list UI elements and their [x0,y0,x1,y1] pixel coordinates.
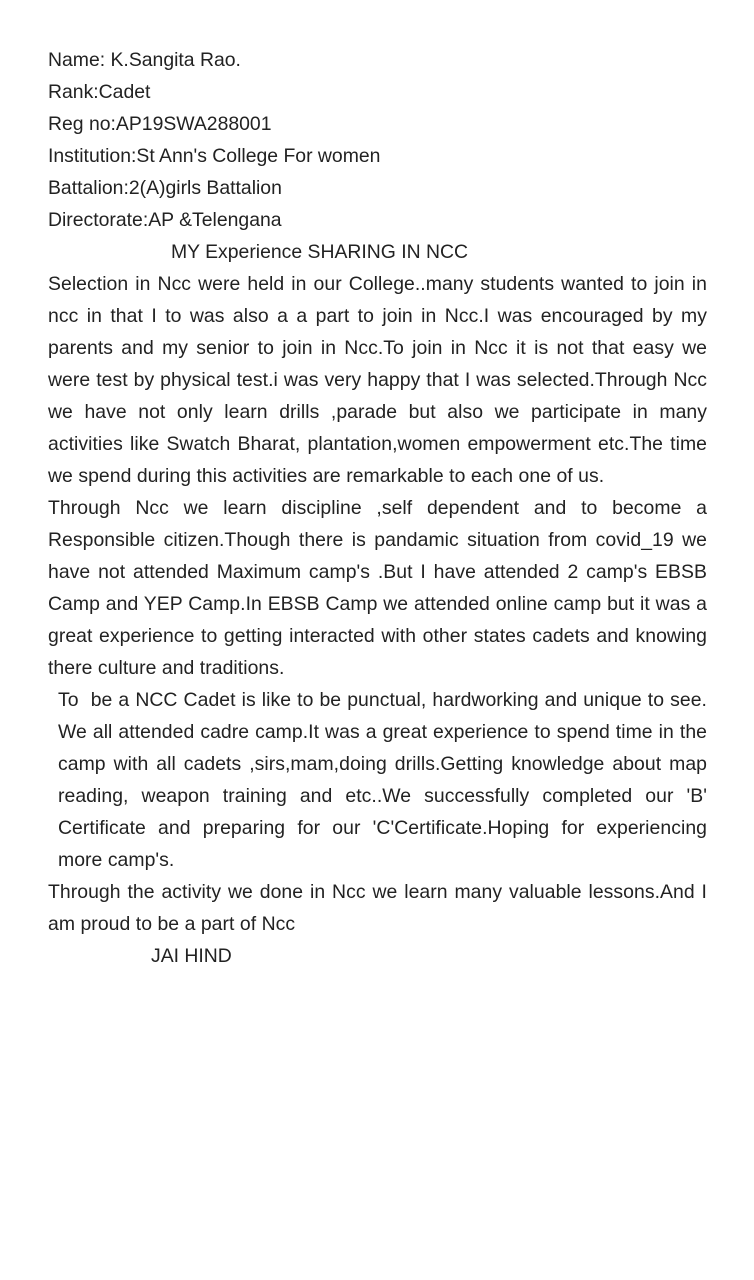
rank-line: Rank:Cadet [48,81,151,103]
document-title: MY Experience SHARING IN NCC [171,241,469,263]
document-body [48,44,713,972]
institution-line: Institution:St Ann's College For women [48,145,381,167]
directorate-line: Directorate:AP &Telengana [48,209,282,231]
signoff: JAI HIND [151,945,232,967]
reg-no-line: Reg no:AP19SWA288001 [48,113,272,135]
name-line: Name: K.Sangita Rao. [48,49,241,71]
paragraph-discipline: Through Ncc we learn discipline ,self dependent and to become a Responsible citizen.Though there is pandamic situation from covid_19 we have not attended Maximum camp's .But I have attended 2 camp's EBSB Camp and YEP Camp.In EBSB Camp we attended online camp but it was a great experience to getting interacted with other states cadets and knowing there culture and traditions. [48,497,707,679]
paragraph-conclusion: Through the activity we done in Ncc we learn many valuable lessons.And I am proud to be a part of Ncc [48,881,707,935]
paragraph-cadet-life: To be a NCC Cadet is like to be punctual, hardworking and unique to see. We all attended cadre camp.It was a great experience to spend time in the camp with all cadets ,sirs,mam,doing drills.Getting knowledge about map reading, weapon training and etc..We successfully completed our 'B' Certificate and preparing for our 'C'Certificate.Hoping for experiencing more camp's. [58,689,713,871]
battalion-line: Battalion:2(A)girls Battalion [48,177,282,199]
paragraph-selection: Selection in Ncc were held in our College..many students wanted to join in ncc in that I to was also a a part to join in Ncc.I was encouraged by my parents and my senior to join in Ncc.To join in Ncc it is not that easy we were test by physical test.i was very happy that I was selected.Through Ncc we have not only learn drills ,parade but also we participate in many activities like Swatch Bharat, plantation,women empowerment etc.The time we spend during this activities are remarkable to each one of us. [48,273,707,487]
